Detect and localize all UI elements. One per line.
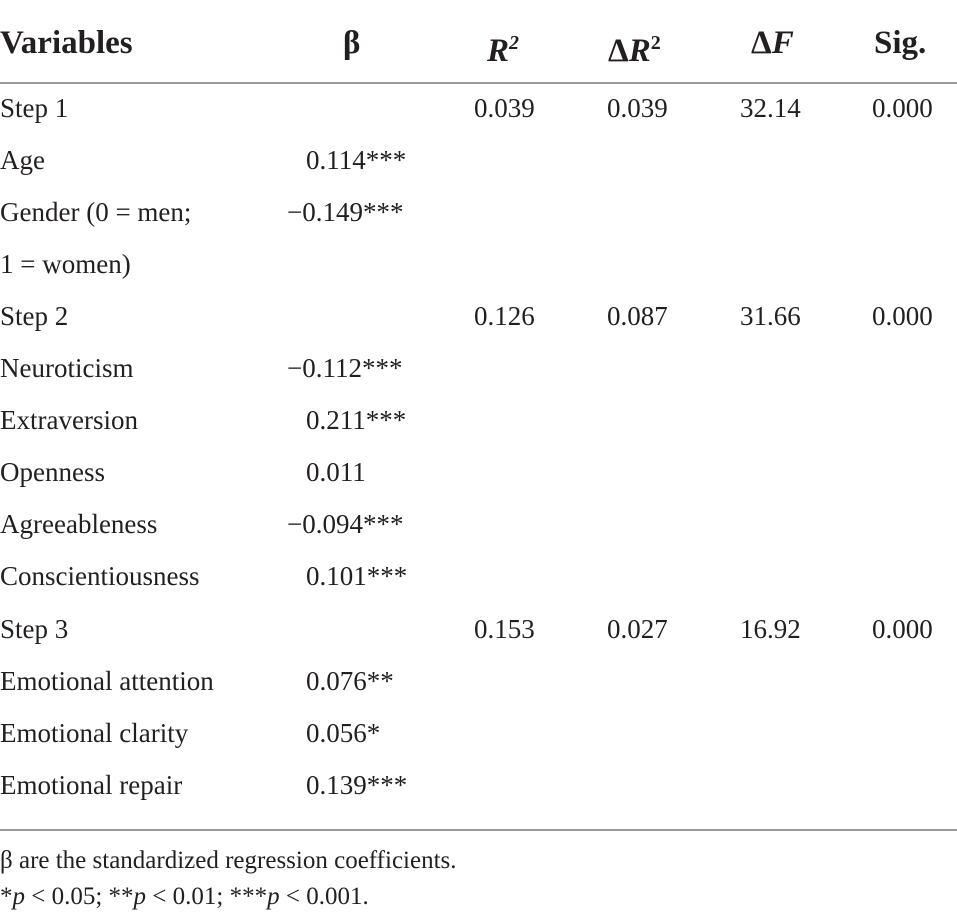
row-label: Gender (0 = men;	[0, 197, 192, 227]
r2-value: 0.153	[474, 614, 535, 644]
col-header-sig: Sig.	[874, 25, 927, 61]
row-label: Agreeableness	[0, 509, 158, 539]
beta-value: 0.076**	[306, 666, 394, 696]
row-label: Emotional clarity	[0, 718, 189, 748]
threshold-2: < 0.01;	[146, 883, 230, 910]
p-symbol: p	[133, 883, 147, 910]
delta-symbol: Δ	[608, 33, 629, 69]
stars-2: **	[108, 883, 134, 910]
dr2-symbol: R	[628, 33, 651, 69]
delta-symbol: Δ	[751, 25, 772, 61]
row-label: Extraversion	[0, 405, 138, 435]
delta-r2-value: 0.027	[607, 614, 668, 644]
beta-value: 0.114***	[306, 145, 407, 175]
beta-value: −0.112***	[287, 353, 403, 383]
beta-value: 0.011	[306, 457, 366, 487]
threshold-3: < 0.001.	[279, 883, 369, 910]
header-rule	[0, 82, 957, 84]
row-label: Emotional attention	[0, 666, 214, 696]
row-label: Step 2	[0, 301, 69, 331]
col-header-delta-f	[751, 24, 794, 62]
beta-value: −0.094***	[287, 509, 404, 539]
beta-value: 0.211***	[306, 405, 407, 435]
row-label: Openness	[0, 457, 105, 487]
sig-value: 0.000	[872, 301, 933, 331]
stars-3: ***	[229, 883, 268, 910]
threshold-1: < 0.05;	[25, 883, 109, 910]
col-header-variables: Variables	[0, 25, 133, 61]
delta-r2-value: 0.039	[607, 93, 668, 123]
sig-value: 0.000	[872, 614, 933, 644]
delta-f-value: 32.14	[740, 93, 801, 123]
row-label: Step 1	[0, 93, 69, 123]
r2-value: 0.126	[474, 301, 535, 331]
dr2-superscript: 2	[650, 32, 661, 54]
r2-symbol: R	[487, 33, 510, 69]
stars-1: *	[0, 883, 13, 910]
delta-r2-value: 0.087	[607, 301, 668, 331]
delta-f-value: 16.92	[740, 614, 801, 644]
beta-value: 0.139***	[306, 770, 408, 800]
row-label: Step 3	[0, 614, 69, 644]
col-header-beta: β	[343, 25, 361, 61]
row-label: Age	[0, 145, 45, 175]
beta-value: −0.149***	[287, 197, 404, 227]
delta-f-value: 31.66	[740, 301, 801, 331]
row-label: Emotional repair	[0, 770, 183, 800]
sig-value: 0.000	[872, 93, 933, 123]
beta-value: 0.056*	[306, 718, 381, 748]
row-label: 1 = women)	[0, 249, 131, 279]
df-symbol: F	[771, 25, 794, 61]
col-header-delta-r2	[608, 24, 661, 70]
footnote-significance	[0, 882, 369, 912]
p-symbol: p	[12, 883, 25, 910]
r2-value: 0.039	[474, 93, 535, 123]
footer-rule	[0, 829, 957, 831]
beta-value: 0.101***	[306, 561, 408, 591]
p-symbol: p	[267, 883, 280, 910]
row-label: Neuroticism	[0, 353, 134, 383]
col-header-r2	[487, 24, 519, 70]
row-label: Conscientiousness	[0, 561, 200, 591]
r2-superscript: 2	[509, 32, 520, 54]
footnote-beta: β are the standardized regression coefficients.	[0, 847, 457, 874]
